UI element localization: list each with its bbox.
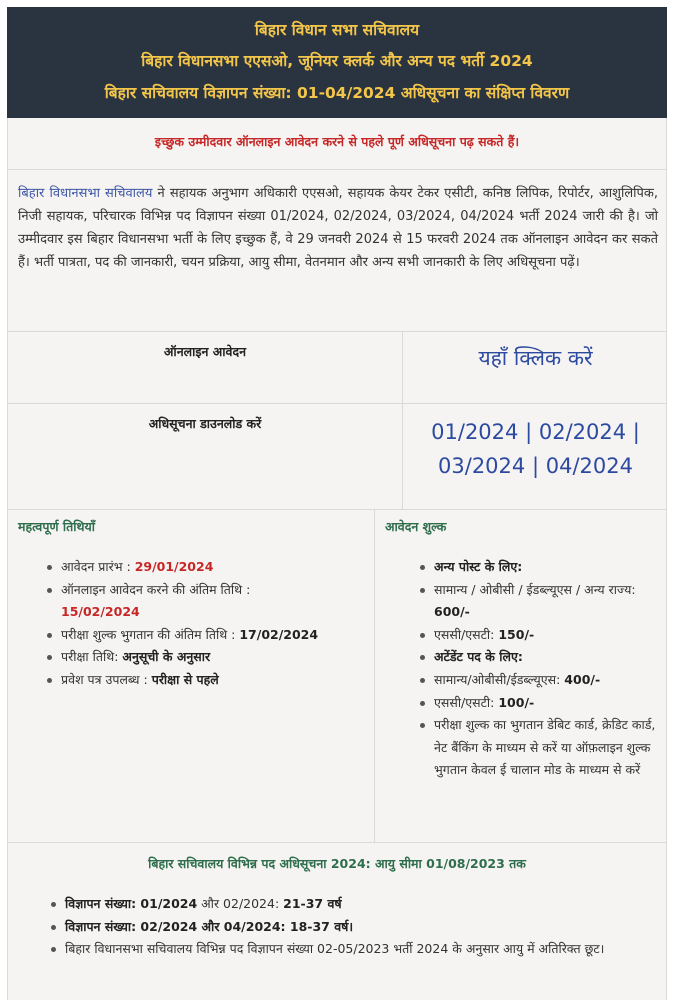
- link-separator: |: [525, 420, 533, 444]
- download-links-line-2: [403, 449, 668, 483]
- list-item: परीक्षा शुल्क भुगतान की अंतिम तिथि : 17/02/2024: [47, 624, 367, 647]
- intro-row: [8, 170, 666, 332]
- list-item: एससी/एसटी: 150/-: [420, 624, 660, 647]
- header-advertisement: बिहार सचिवालय विज्ञापन संख्या: 01-04/2024 अधिसूचना का संक्षिप्त विवरण: [104, 84, 570, 102]
- download-row: [8, 404, 666, 510]
- important-dates-list: [47, 556, 367, 692]
- list-item: ऑनलाइन आवेदन करने की अंतिम तिथि : 15/02/2024: [47, 579, 367, 624]
- list-item: परीक्षा शुल्क का भुगतान डेबिट कार्ड, क्रेडिट कार्ड, नेट बैंकिंग के माध्यम से करें या ऑफ़लाइन शुल्क भुगतान केवल ई चालान मोड के माध्यम से करें: [420, 714, 660, 782]
- notification-link-02[interactable]: 02/2024: [538, 420, 627, 444]
- apply-online-label: ऑनलाइन आवेदन: [163, 344, 247, 359]
- intro-body: ने सहायक अनुभाग अधिकारी एएसओ, सहायक केयर टेकर एसीटी, कनिष्ठ लिपिक, रिपोर्टर, आशुलिपिक, निजी सहायक, परिचारक विभिन्न पद विज्ञापन संख्या 01/2024, 02/2024, 03/2024, 04/2024 भर्ती 2024 जारी की है। जो उम्मीदवार इस बिहार विधानसभा भर्ती के लिए इच्छुक हैं, वे 29 जनवरी 2024 से 15 फरवरी 2024 तक ऑनलाइन आवेदन कर सकते हैं। भर्ती पात्रता, पद की जानकारी, चयन प्रक्रिया, आयु सीमा, वेतनमान और अन्य सभी जानकारी के लिए अधिसूचना पढ़ें।: [18, 186, 658, 270]
- age-limit-title: बिहार सचिवालय विभिन्न पद अधिसूचना 2024: आयु सीमा 01/08/2023 तक: [148, 856, 526, 871]
- important-dates-title: महत्वपूर्ण तिथियाँ: [18, 519, 95, 534]
- list-item: सामान्य/ओबीसी/ईडब्ल्यूएस: 400/-: [420, 669, 660, 692]
- intro-paragraph: [18, 182, 658, 274]
- download-label-cell: [8, 404, 403, 509]
- application-fee-title: आवेदन शुल्क: [385, 519, 447, 534]
- list-item: बिहार विधानसभा सचिवालय विभिन्न पद विज्ञापन संख्या 02-05/2023 भर्ती 2024 के अनुसार आयु में अतिरिक्त छूट।: [51, 938, 651, 961]
- header-banner: [7, 7, 667, 118]
- dates-fees-row: [8, 510, 666, 843]
- link-separator: |: [531, 454, 540, 478]
- list-item: अटेंडेंट पद के लिए:: [420, 646, 660, 669]
- intro-link[interactable]: बिहार विधानसभा सचिवालय: [18, 186, 153, 201]
- link-separator: |: [632, 420, 640, 444]
- important-dates-cell: [8, 510, 375, 842]
- notice-text: इच्छुक उम्मीदवार ऑनलाइन आवेदन करने से पहले पूर्ण अधिसूचना पढ़ सकते हैं।: [154, 134, 520, 149]
- apply-online-link[interactable]: यहाँ क्लिक करें: [478, 346, 593, 370]
- apply-online-label-cell: [8, 332, 403, 403]
- apply-online-row: [8, 332, 666, 404]
- list-item: प्रवेश पत्र उपलब्ध : परीक्षा से पहले: [47, 669, 367, 692]
- list-item: विज्ञापन संख्या: 01/2024 और 02/2024: 21-37 वर्ष: [51, 893, 651, 916]
- notice-row: [8, 118, 666, 170]
- notification-link-01[interactable]: 01/2024: [431, 420, 519, 444]
- list-item: विज्ञापन संख्या: 02/2024 और 04/2024: 18-37 वर्ष।: [51, 916, 651, 939]
- list-item: सामान्य / ओबीसी / ईडब्ल्यूएस / अन्य राज्य: 600/-: [420, 579, 660, 624]
- notification-link-04[interactable]: 04/2024: [545, 454, 633, 478]
- list-item: एससी/एसटी: 100/-: [420, 692, 660, 715]
- download-links-cell: [403, 404, 668, 509]
- header-title: बिहार विधान सभा सचिवालय: [254, 21, 420, 39]
- application-fee-list: [420, 556, 660, 782]
- download-links-line-1: [403, 415, 668, 449]
- info-table: [7, 118, 667, 1000]
- download-label: अधिसूचना डाउनलोड करें: [148, 416, 262, 431]
- age-limit-list: [51, 893, 651, 961]
- list-item: परीक्षा तिथि: अनुसूची के अनुसार: [47, 646, 367, 669]
- age-limit-row: [8, 843, 666, 1000]
- list-item: अन्य पोस्ट के लिए:: [420, 556, 660, 579]
- notification-link-03[interactable]: 03/2024: [438, 454, 526, 478]
- application-fee-cell: [375, 510, 668, 842]
- list-item: आवेदन प्रारंभ : 29/01/2024: [47, 556, 367, 579]
- header-subtitle: बिहार विधानसभा एएसओ, जूनियर क्लर्क और अन्य पद भर्ती 2024: [141, 52, 533, 70]
- apply-online-link-cell: [403, 332, 668, 403]
